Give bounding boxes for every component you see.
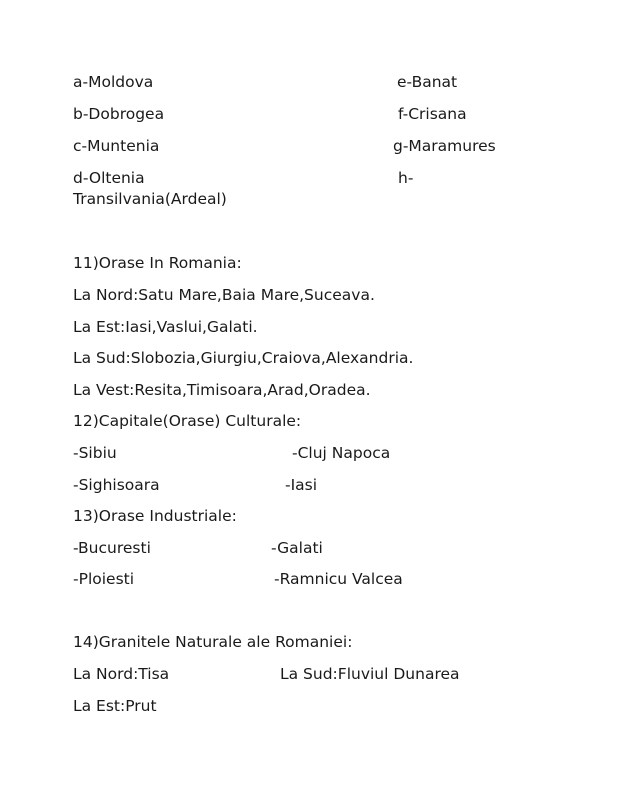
- section-12-row2-right: -Iasi: [285, 476, 318, 494]
- region-e: e-Banat: [397, 73, 458, 91]
- section-12-row1-right: -Cluj Napoca: [292, 444, 391, 462]
- section-14-east: La Est:Prut: [73, 697, 157, 715]
- section-13-row2-left: -Ploiesti: [73, 570, 135, 588]
- section-11-west: La Vest:Resita,Timisoara,Arad,Oradea.: [73, 381, 371, 399]
- section-11-north: La Nord:Satu Mare,Baia Mare,Suceava.: [73, 286, 375, 304]
- section-13-title: 13)Orase Industriale:: [73, 507, 237, 525]
- region-b: b-Dobrogea: [73, 105, 165, 123]
- section-13-row1-right: -Galati: [271, 539, 323, 557]
- region-h-continued: Transilvania(Ardeal): [73, 190, 227, 208]
- section-11-east: La Est:Iasi,Vaslui,Galati.: [73, 318, 258, 336]
- section-13-row2-right: -Ramnicu Valcea: [274, 570, 403, 588]
- region-d: d-Oltenia: [73, 169, 145, 187]
- section-11-south: La Sud:Slobozia,Giurgiu,Craiova,Alexandria.: [73, 349, 414, 367]
- region-a: a-Moldova: [73, 73, 154, 91]
- region-h: h-: [398, 169, 414, 187]
- region-g: g-Maramures: [393, 137, 496, 155]
- section-12-row1-left: -Sibiu: [73, 444, 117, 462]
- region-f: f-Crisana: [398, 105, 467, 123]
- section-12-row2-left: -Sighisoara: [73, 476, 160, 494]
- region-c: c-Muntenia: [73, 137, 160, 155]
- section-11-title: 11)Orase In Romania:: [73, 254, 242, 272]
- section-13-row1-left: -Bucuresti: [73, 539, 151, 557]
- section-14-north: La Nord:Tisa: [73, 665, 170, 683]
- section-12-title: 12)Capitale(Orase) Culturale:: [73, 412, 302, 430]
- section-14-title: 14)Granitele Naturale ale Romaniei:: [73, 633, 353, 651]
- section-14-south: La Sud:Fluviul Dunarea: [280, 665, 460, 683]
